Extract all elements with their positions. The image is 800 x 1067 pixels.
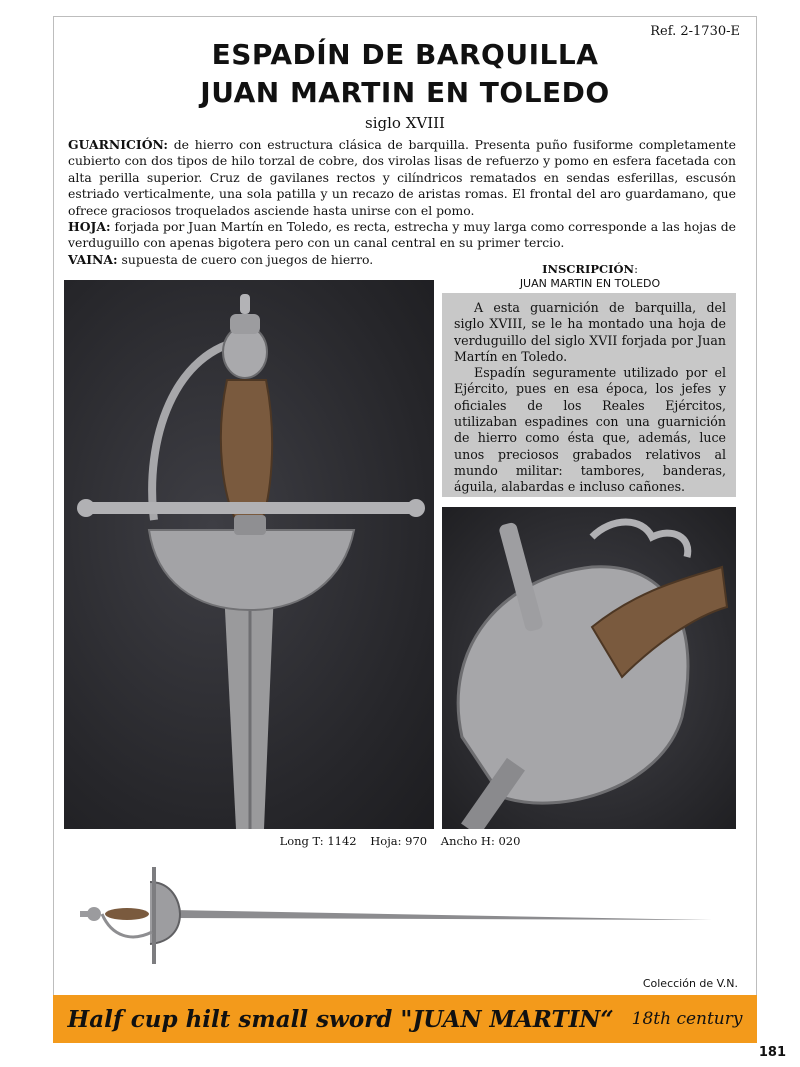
note-box [442,293,736,497]
page-number: 181 [758,1045,786,1060]
inscription-label [470,262,710,276]
cup-detail-illustration [442,507,736,829]
full-sword-photo [72,862,722,972]
guarnicion-label: GUARNICIÓN: [68,137,168,152]
guarnicion-text: de hierro con estructura clásica de barquilla. Presenta puño fusiforme completamente cubierto con dos tipos de hilo torzal de cobre, dos virolas lisas de refuerzo y pomo en esfera facetada con alta perilla superior. Cruz de gavilanes rectos y cilíndricos rematados en sendas esferillas, escusón estriado verticalmente, una sola patilla y un recazo de aristas romas. El frontal del aro guardamano, que ofrece graciosos troquelados asciende hasta unirse con el pomo. [68,137,736,218]
full-blade-shape [172,910,712,920]
title-line-1: ESPADÍN DE BARQUILLA [211,38,599,71]
description [68,137,736,268]
reference-number: Ref. 2-1730-E [650,24,740,39]
inscription-label-text: INSCRIPCIÓN [542,262,635,276]
hilt-photo [64,280,434,829]
english-banner [53,995,757,1043]
dimension-width: Ancho H: 020 [440,834,521,848]
full-grip-shape [105,908,149,920]
vaina-text: supuesta de cuero con juegos de hierro. [117,251,374,267]
dimension-blade: Hoja: 970 [370,834,428,848]
guarnicion-paragraph [68,137,736,219]
grip-shape [221,380,272,520]
english-century: 18th century [631,1009,743,1029]
hilt-illustration [64,280,434,829]
dimensions [64,834,736,848]
cup-detail-photo [442,507,736,829]
inscription-text: JUAN MARTIN EN TOLEDO [519,277,661,290]
inscription-colon: : [634,262,638,276]
full-sword-illustration [72,862,722,972]
english-title: Half cup hilt small sword "JUAN MARTIN“ [67,1005,614,1033]
collection-credit: Colección de V.N. [642,977,738,990]
hoja-paragraph [68,219,736,252]
subtitle: siglo XVIII [365,114,445,132]
note-paragraph-2: Espadín seguramente utilizado por el Ejército, pues en esa época, los jefes y oficiales de los Reales Ejércitos, utilizaban espadines con una guarnición de hierro como ésta que, además, luce unos preciosos grabados relativos al mundo militar: tambores, banderas, águila, alabardas e incluso cañones. [454,365,726,495]
dimension-length: Long T: 1142 [279,834,357,848]
vaina-label: VAINA: [68,251,118,267]
title-line-2: JUAN MARTIN EN TOLEDO [200,76,610,109]
cross-shape [86,502,416,514]
hoja-label: HOJA: [68,219,111,235]
hoja-text: forjada por Juan Martín en Toledo, es recta, estrecha y muy larga como corresponde a las hojas de verduguillo con apenas bigotera pero con un canal central en su primer tercio. [68,219,736,251]
cup-shape [149,530,354,610]
note-paragraph-1: A esta guarnición de barquilla, del siglo XVIII, se le ha montado una hoja de verduguillo del siglo XVII forjada por Juan Martín en Toledo. [454,300,726,364]
